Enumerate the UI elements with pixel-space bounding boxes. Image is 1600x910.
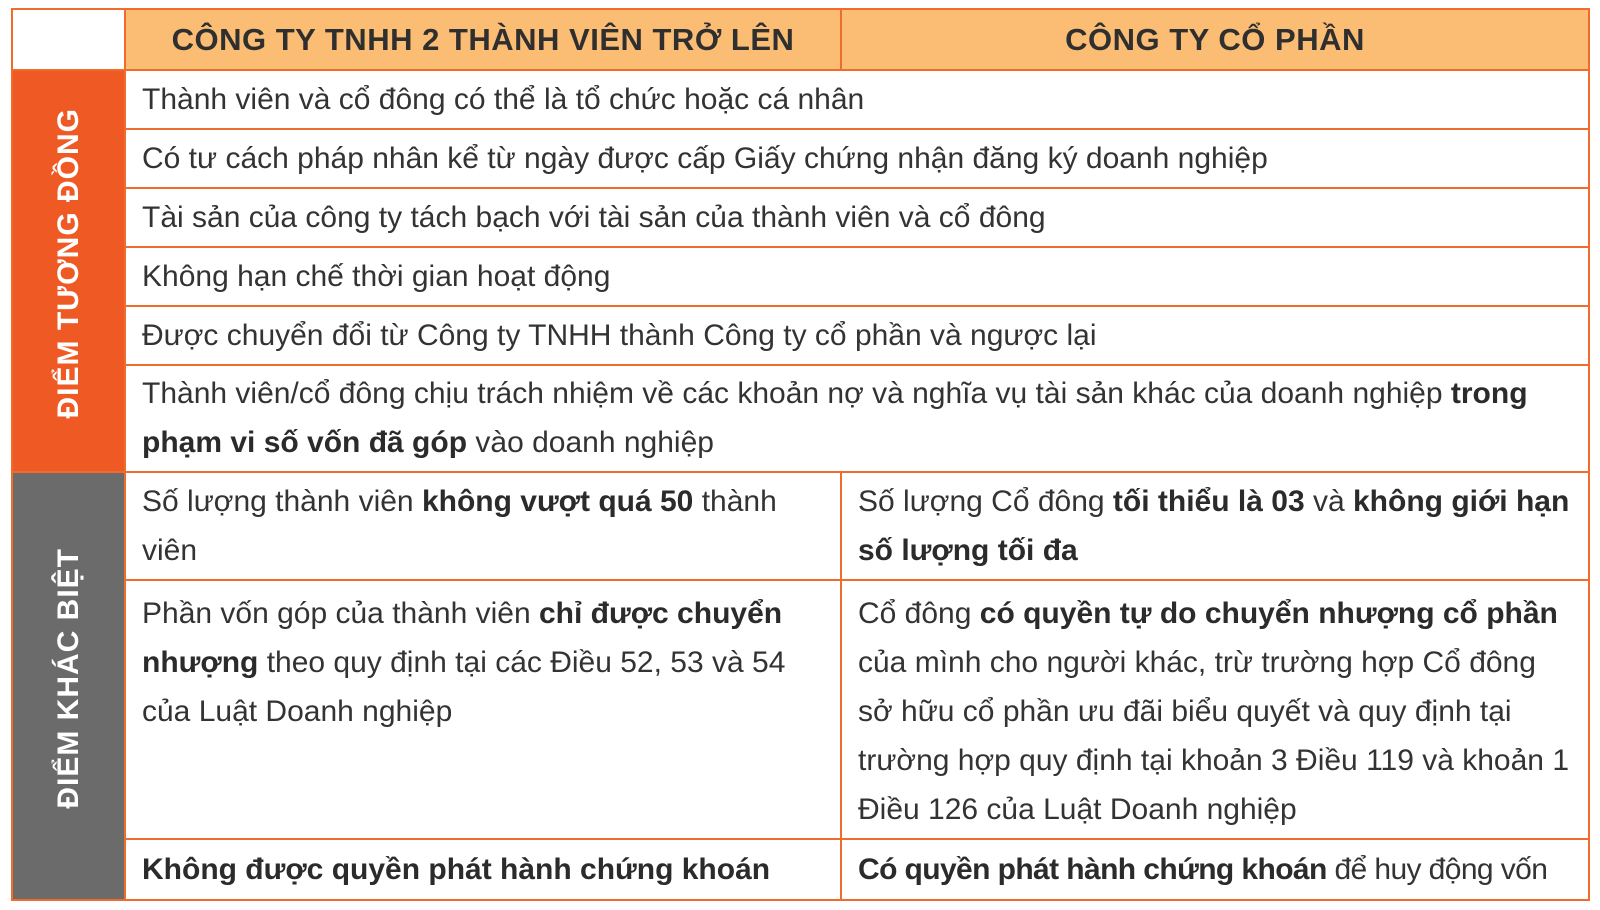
securities-llc-cell: [125, 839, 841, 900]
members-jsc-text-and: và: [1304, 485, 1353, 519]
transfer-jsc-cell: [841, 580, 1589, 839]
similarity-row: [12, 188, 1589, 247]
similarity-row: [12, 306, 1589, 365]
liability-cell: [125, 365, 1589, 473]
liability-bold: trong phạm vi số vốn đã góp: [142, 377, 1528, 460]
differences-label: ĐIỂM KHÁC BIỆT: [51, 548, 85, 809]
transfer-llc-bold: chỉ được chuyển nhượng: [142, 596, 783, 679]
similarity-cell: Thành viên và cổ đông có thể là tổ chức hoặc cá nhân: [125, 70, 1589, 129]
similarity-cell: Không hạn chế thời gian hoạt động: [125, 247, 1589, 306]
liability-text: Thành viên/cổ đông chịu trách nhiệm về các khoản nợ và nghĩa vụ tài sản khác của doanh nghiệp: [142, 377, 1451, 411]
securities-llc-bold: Không được quyền phát hành chứng khoán: [142, 853, 771, 886]
differences-label-cell: [12, 472, 125, 900]
similarity-row: [12, 247, 1589, 306]
transfer-jsc-text: Cổ đông: [858, 596, 980, 630]
members-jsc-cell: [841, 472, 1589, 580]
similarity-cell: Tài sản của công ty tách bạch với tài sản của thành viên và cổ đông: [125, 188, 1589, 247]
transfer-llc-text: Phần vốn góp của thành viên: [142, 596, 539, 630]
members-llc-bold: không vượt quá 50: [421, 485, 694, 519]
transfer-llc-text-end: theo quy định tại các Điều 52, 53 và 54 của Luật Doanh nghiệp: [142, 645, 786, 728]
header-row: [12, 9, 1589, 70]
transfer-jsc-bold: có quyền tự do chuyển nhượng cổ phần: [979, 596, 1558, 630]
members-llc-cell: [125, 472, 841, 580]
corner-cell: [12, 9, 125, 70]
difference-row-members: [12, 472, 1589, 580]
comparison-table: [11, 8, 1590, 901]
similarity-row-liability: [12, 365, 1589, 473]
transfer-llc-cell: [125, 580, 841, 839]
securities-jsc-bold: Có quyền phát hành chứng khoán: [858, 853, 1327, 886]
similarities-label-cell: [12, 70, 125, 472]
members-jsc-text: Số lượng Cổ đông: [858, 485, 1113, 519]
members-jsc-bold-min: tối thiểu là 03: [1112, 485, 1305, 519]
transfer-jsc-text-end: của mình cho người khác, trừ trường hợp Cổ đông sở hữu cổ phần ưu đãi biểu quyết và quy định tại trường hợp quy định tại khoản 3 Điều 119 và khoản 1 Điều 126 của Luật Doanh nghiệp: [858, 645, 1570, 826]
similarity-row: [12, 70, 1589, 129]
similarities-label: ĐIỂM TƯƠNG ĐỒNG: [51, 108, 85, 419]
difference-row-transfer: [12, 580, 1589, 839]
similarity-row: [12, 129, 1589, 188]
securities-jsc-cell: [841, 839, 1589, 900]
header-llc: CÔNG TY TNHH 2 THÀNH VIÊN TRỞ LÊN: [125, 9, 841, 70]
members-llc-text: Số lượng thành viên: [142, 485, 422, 519]
liability-text-end: vào doanh nghiệp: [467, 426, 714, 460]
securities-jsc-text-end: để huy động vốn: [1326, 853, 1548, 886]
similarity-cell: Có tư cách pháp nhân kể từ ngày được cấp Giấy chứng nhận đăng ký doanh nghiệp: [125, 129, 1589, 188]
difference-row-securities: [12, 839, 1589, 900]
similarity-cell: Được chuyển đổi từ Công ty TNHH thành Công ty cổ phần và ngược lại: [125, 306, 1589, 365]
header-jsc: CÔNG TY CỔ PHẦN: [841, 9, 1589, 70]
members-jsc-bold-max: không giới hạn số lượng tối đa: [858, 485, 1570, 568]
members-llc-text-end: thành viên: [142, 485, 777, 568]
